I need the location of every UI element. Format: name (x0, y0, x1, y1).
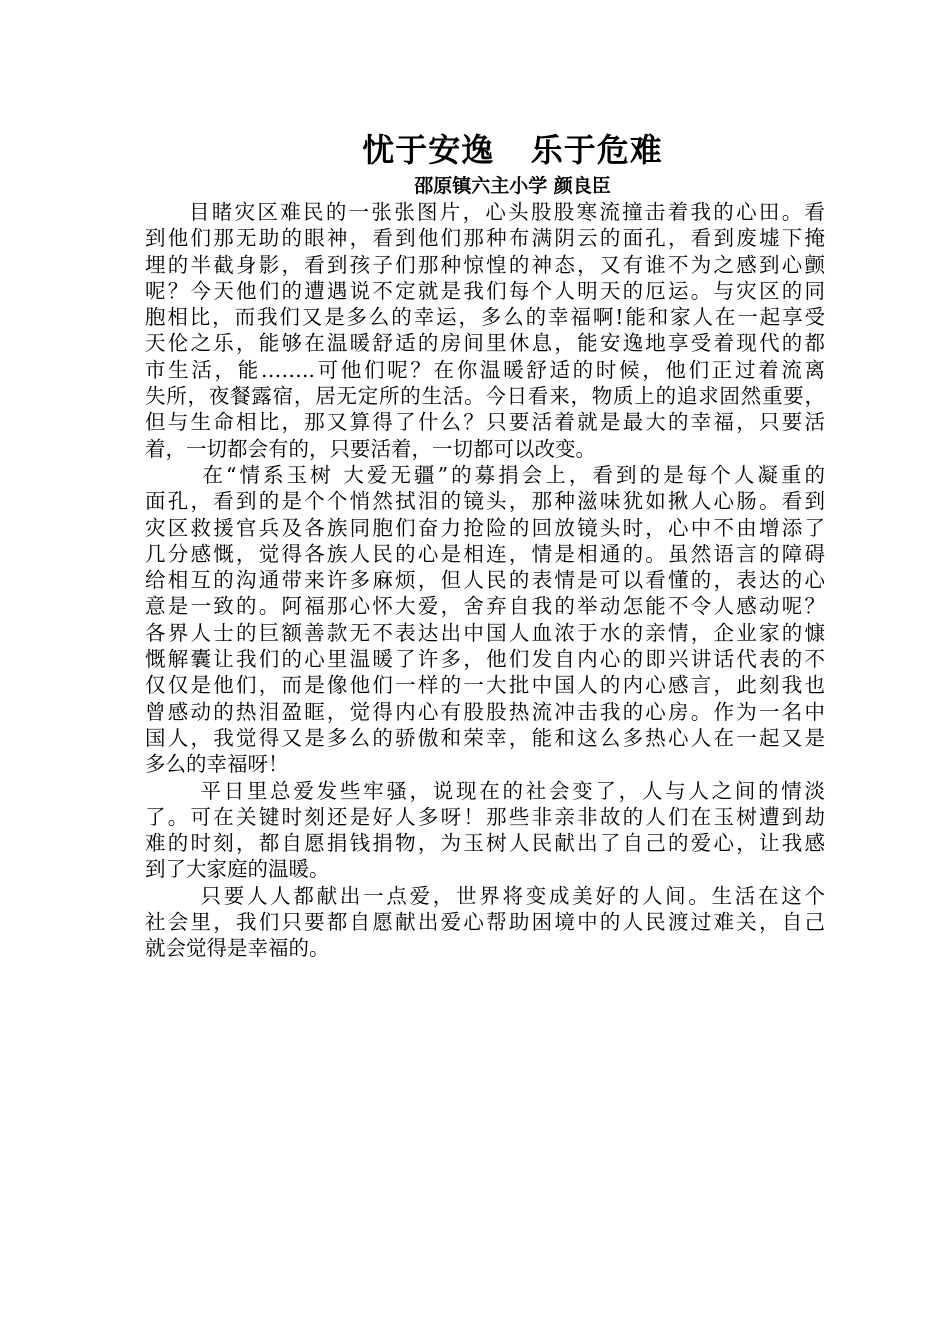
text-line: 难的时刻，都自愿捐钱捐物，为玉树人民献出了自己的爱心，让我感 (145, 831, 825, 856)
text-line: 着，一切都会有的，只要活着，一切都可以改变。 (145, 436, 596, 461)
text-line: 目睹灾区难民的一张张图片，心头股股寒流撞击着我的心田。看 (145, 200, 825, 224)
text-line: 仅仅是他们，而是像他们一样的一大批中国人的内心感言，此刻我也 (145, 673, 825, 698)
text-line: 国人，我觉得又是多么的骄傲和荣幸，能和这么多热心人在一起又是 (145, 725, 825, 750)
text-line: 给相互的沟通带来许多麻烦，但人民的表情是可以看懂的，表达的心 (145, 568, 825, 593)
text-line: 到了大家庭的温暖。 (145, 857, 330, 882)
text-line: 多么的幸福呀！ (145, 752, 289, 777)
text-line: 天伦之乐，能够在温暖舒适的房间里休息，能安逸地享受着现代的都 (145, 331, 825, 356)
text-line: 灾区救援官兵及各族同胞们奋力抢险的回放镜头时，心中不由增添了 (145, 515, 825, 540)
text-line: 呢？今天他们的遭遇说不定就是我们每个人明天的厄运。与灾区的同 (145, 278, 825, 303)
text-line: 但与生命相比，那又算得了什么？只要活着就是最大的幸福，只要活 (145, 410, 825, 435)
text-line: 社会里，我们只要都自愿献出爱心帮助困境中的人民渡过难关，自己 (145, 910, 825, 935)
text-line: 慨解囊让我们的心里温暖了许多，他们发自内心的即兴讲话代表的不 (145, 647, 825, 672)
text-line: 只要人人都献出一点爱，世界将变成美好的人间。生活在这个 (145, 883, 825, 908)
text-line: 失所，夜餐露宿，居无定所的生活。今日看来，物质上的追求固然重要， (145, 384, 825, 409)
text-line: 意是一致的。阿福那心怀大爱，舍弃自我的举动怎能不令人感动呢？ (145, 594, 825, 619)
text-line: 几分感慨，觉得各族人民的心是相连，情是相通的。虽然语言的障碍 (145, 541, 825, 566)
text-line: 到他们那无助的眼神，看到他们那种布满阴云的面孔，看到废墟下掩 (145, 226, 825, 251)
text-line: 胞相比，而我们又是多么的幸运，多么的幸福啊!能和家人在一起享受 (145, 305, 825, 330)
text-line: 面孔，看到的是个个悄然拭泪的镜头，那种滋味犹如揪人心肠。看到 (145, 489, 825, 514)
text-line: 曾感动的热泪盈眶，觉得内心有股股热流冲击我的心房。作为一名中 (145, 699, 825, 724)
text-line: 各界人士的巨额善款无不表达出中国人血浓于水的亲情，企业家的慷 (145, 620, 825, 645)
text-line: 了。可在关键时刻还是好人多呀！那些非亲非故的人们在玉树遭到劫 (145, 804, 825, 829)
text-line: 就会觉得是幸福的。 (145, 936, 330, 961)
text-line: 平日里总爱发些牢骚，说现在的社会变了，人与人之间的情淡 (145, 778, 825, 803)
text-line: 在“情系玉树 大爱无疆”的募捐会上，看到的是每个人凝重的 (145, 462, 825, 487)
text-line: 市生活，能……..可他们呢？在你温暖舒适的时候，他们正过着流离 (145, 357, 825, 382)
article-body (145, 199, 825, 962)
author-line: 邵原镇六主小学 颜良臣 (414, 175, 611, 197)
page-title: 忧于安逸 乐于危难 (362, 131, 663, 169)
text-line: 埋的半截身影，看到孩子们那种惊惶的神态，又有谁不为之感到心颤 (145, 252, 825, 277)
